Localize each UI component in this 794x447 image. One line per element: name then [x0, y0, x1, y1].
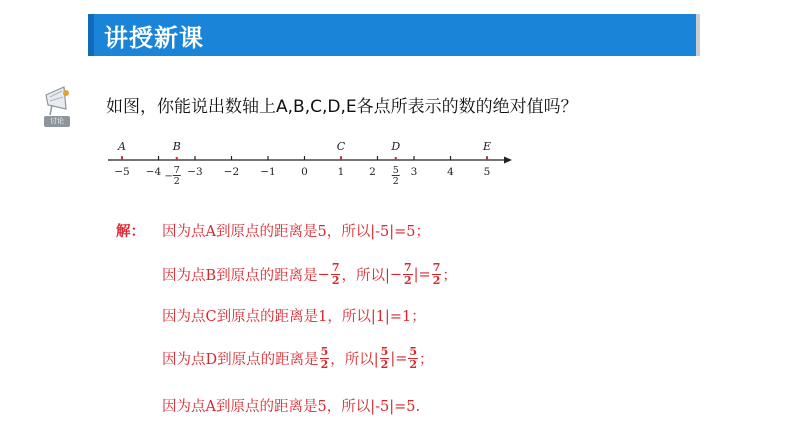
tick-label: −3	[187, 166, 203, 178]
arrow-icon	[504, 157, 512, 164]
tick-label: −5	[114, 166, 130, 178]
tick-label: 3	[410, 166, 418, 178]
solution-text-2d: ；	[442, 268, 457, 284]
point-label: A	[118, 140, 126, 153]
discuss-label: 讨论	[44, 116, 70, 127]
solution-text-2b: ，所以|	[341, 268, 390, 284]
point-label: D	[391, 140, 401, 153]
frac-num: 5	[409, 345, 418, 358]
question-text: 如图，你能说出数轴上A,B,C,D,E各点所表示的数的绝对值吗？	[106, 97, 578, 117]
frac-num: 5	[320, 345, 329, 358]
point-label: C	[336, 140, 346, 153]
fraction	[331, 262, 341, 287]
tick-label: 1	[337, 166, 345, 178]
frac-den: 2	[432, 274, 441, 287]
fraction-numerator: 5	[392, 165, 399, 176]
frac-num: 7	[432, 261, 441, 274]
tick-label: −2	[223, 166, 240, 178]
page-title: 讲授新课	[104, 24, 204, 52]
frac-den: 2	[331, 274, 340, 287]
frac-den: 2	[320, 358, 329, 371]
fraction-denominator: 2	[392, 176, 399, 187]
frac-num: 7	[404, 261, 412, 274]
solution-text-2a: 因为点B到原点的距离是	[162, 268, 318, 284]
minus-sign: −	[389, 266, 403, 283]
solution-prefix: 解：	[116, 223, 145, 240]
tick-label: 5	[483, 166, 491, 178]
tick-label: 2	[369, 166, 376, 178]
solution-line-3	[162, 305, 426, 326]
solution-line-5	[162, 395, 420, 416]
solution-text-4c: |=	[390, 350, 408, 367]
fraction-numerator: 7	[173, 165, 180, 176]
header-accent-right	[696, 14, 700, 56]
solution-text-4b: ，所以|	[330, 352, 379, 368]
fraction	[380, 346, 390, 371]
solution-text-5: 因为点A到原点的距离是5，所以|-5|=5.	[162, 399, 421, 415]
fraction	[403, 262, 413, 287]
frac-num: 5	[380, 345, 389, 358]
tick-label: 0	[301, 166, 308, 178]
solution-text-1: 因为点A到原点的距离是5，所以|-5|=5；	[162, 224, 430, 240]
solution-text-4a: 因为点D到原点的距离是	[162, 352, 319, 368]
fraction	[320, 346, 330, 371]
header-accent-left	[88, 14, 94, 56]
solution-text-2c: |=	[413, 266, 431, 283]
solution-text-4d: ；	[419, 352, 434, 368]
number-line	[108, 132, 528, 192]
solution-text-3: 因为点C到原点的距离是1，所以|1|=1；	[162, 309, 426, 325]
frac-den: 2	[404, 274, 412, 287]
fraction-denominator: 2	[173, 176, 180, 187]
frac-den: 2	[409, 358, 418, 371]
fraction	[432, 262, 442, 287]
tick-label: −4	[145, 166, 162, 178]
fraction	[408, 346, 418, 371]
tick-label: −1	[260, 166, 276, 178]
tick-label: 4	[447, 166, 454, 178]
frac-num: 7	[331, 261, 340, 274]
solution-line-1	[116, 220, 430, 241]
minus-sign: −	[317, 266, 330, 283]
solution-line-2	[162, 262, 457, 287]
point-label: E	[482, 140, 492, 153]
solution-line-4	[162, 346, 434, 371]
frac-den: 2	[380, 358, 389, 371]
point-label: B	[172, 140, 181, 153]
fraction-sign: −	[164, 171, 173, 182]
